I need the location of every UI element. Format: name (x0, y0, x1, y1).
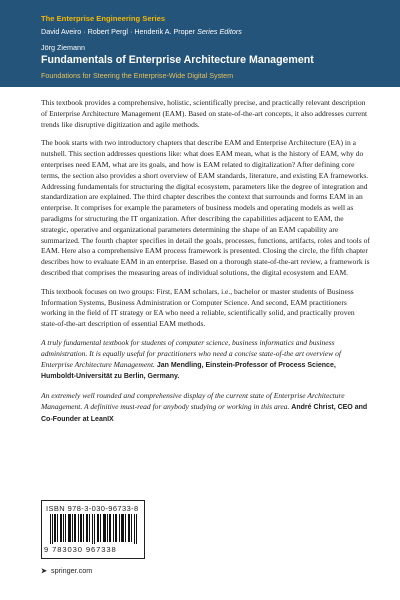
testimonial-2-text: An extremely well rounded and comprehensive display of the current state of Enterprise Architecture Management. A definitive must-read for anybody studying or working in this area. (41, 391, 345, 411)
testimonial-1-text: A truly fundamental textbook for students of computer science, business informatics and business administration. It is equally useful for practitioners who need a concise state-of-the art overview of Enterprise Architecture Management. (41, 337, 341, 369)
book-subtitle: Foundations for Steering the Enterprise-Wide Digital System (41, 71, 234, 80)
book-title: Fundamentals of Enterprise Architecture Management (41, 54, 314, 66)
series-editors-names: David Aveiro · Robert Pergl · Henderik A. Proper (41, 27, 196, 36)
author-name: Jörg Ziemann (41, 43, 85, 52)
blurb-paragraph-1: This textbook provides a comprehensive, holistic, scientifically precise, and practically relevant description of Enterprise Architecture Management (EAM). Based on state-of-the-art concepts, it also addresses current trends like disruptive digitization and agile methods. (41, 98, 368, 129)
isbn-barcode (41, 500, 145, 559)
blurb-content (41, 98, 371, 434)
arrow-icon: ➤ (41, 566, 48, 575)
blurb-paragraph-2: The book starts with two introductory chapters that describe EAM and Enterprise Architecture (EA) in a nutshell. This section addresses questions like: what does EAM mean, what is the history of EAM, why do enterprises need EAM, what are its goals, and how is EAM related to digitalization? After defining core terms, the section also provides a short overview of EAM standards, literature, and existing EA frameworks. Addressing fundamentals for structuring the digital ecosystem, parameters like the degree of integration and standardization are explained. The third chapter describes the context that surrounds and forms EAM in an enterprise. It comprises for example the parameters of business models and operating models as well as paradigms for structuring the IT organization. After describing the capabilities adjacent to EAM, the strategic, operative and organizational parameters determining the shape of an EAM capability are summarized. The fourth chapter specifies in detail the goals, processes, functions, artifacts, roles and tools of EAM. Here also a comprehensive EAM process framework is presented. Closing the circle, the fifth chapter describes how to evaluate EAM in an enterprise. Based on a thorough state-of-the-art review, a framework is described that comprises the measuring areas of individual solutions, the digital ecosystem and EAM. (41, 138, 370, 277)
barcode-bars (50, 514, 138, 544)
testimonial-1 (41, 338, 371, 383)
blurb-paragraph-3: This textbook focuses on two groups: First, EAM scholars, i.e., bachelor or master students of Business Information Systems, Business Administration or Computer Science. And second, EAM practitioners working in the field of IT strategy or EA who need a reliable, scientifically solid, and practically proven state-of-the-art description of essential EAM methods. (41, 286, 355, 329)
series-editors (41, 27, 242, 36)
isbn-number: ISBN 978-3-030-96733-8 (46, 504, 139, 513)
publisher-url[interactable]: springer.com (51, 566, 93, 575)
cover-header-band (0, 0, 400, 87)
testimonial-2 (41, 391, 371, 425)
series-editors-label: Series Editors (197, 27, 242, 36)
series-name: The Enterprise Engineering Series (41, 14, 166, 23)
testimonial-2-attribution: André Christ, CEO and Co-Founder at LeanIX (41, 403, 368, 423)
barcode-digits: 9 783030 967338 (44, 545, 117, 554)
testimonial-1-attribution: Jan Mendling, Einstein-Professor of Process Science, Humboldt-Universität zu Berlin, Germany. (41, 361, 336, 381)
publisher-link[interactable] (41, 566, 92, 575)
